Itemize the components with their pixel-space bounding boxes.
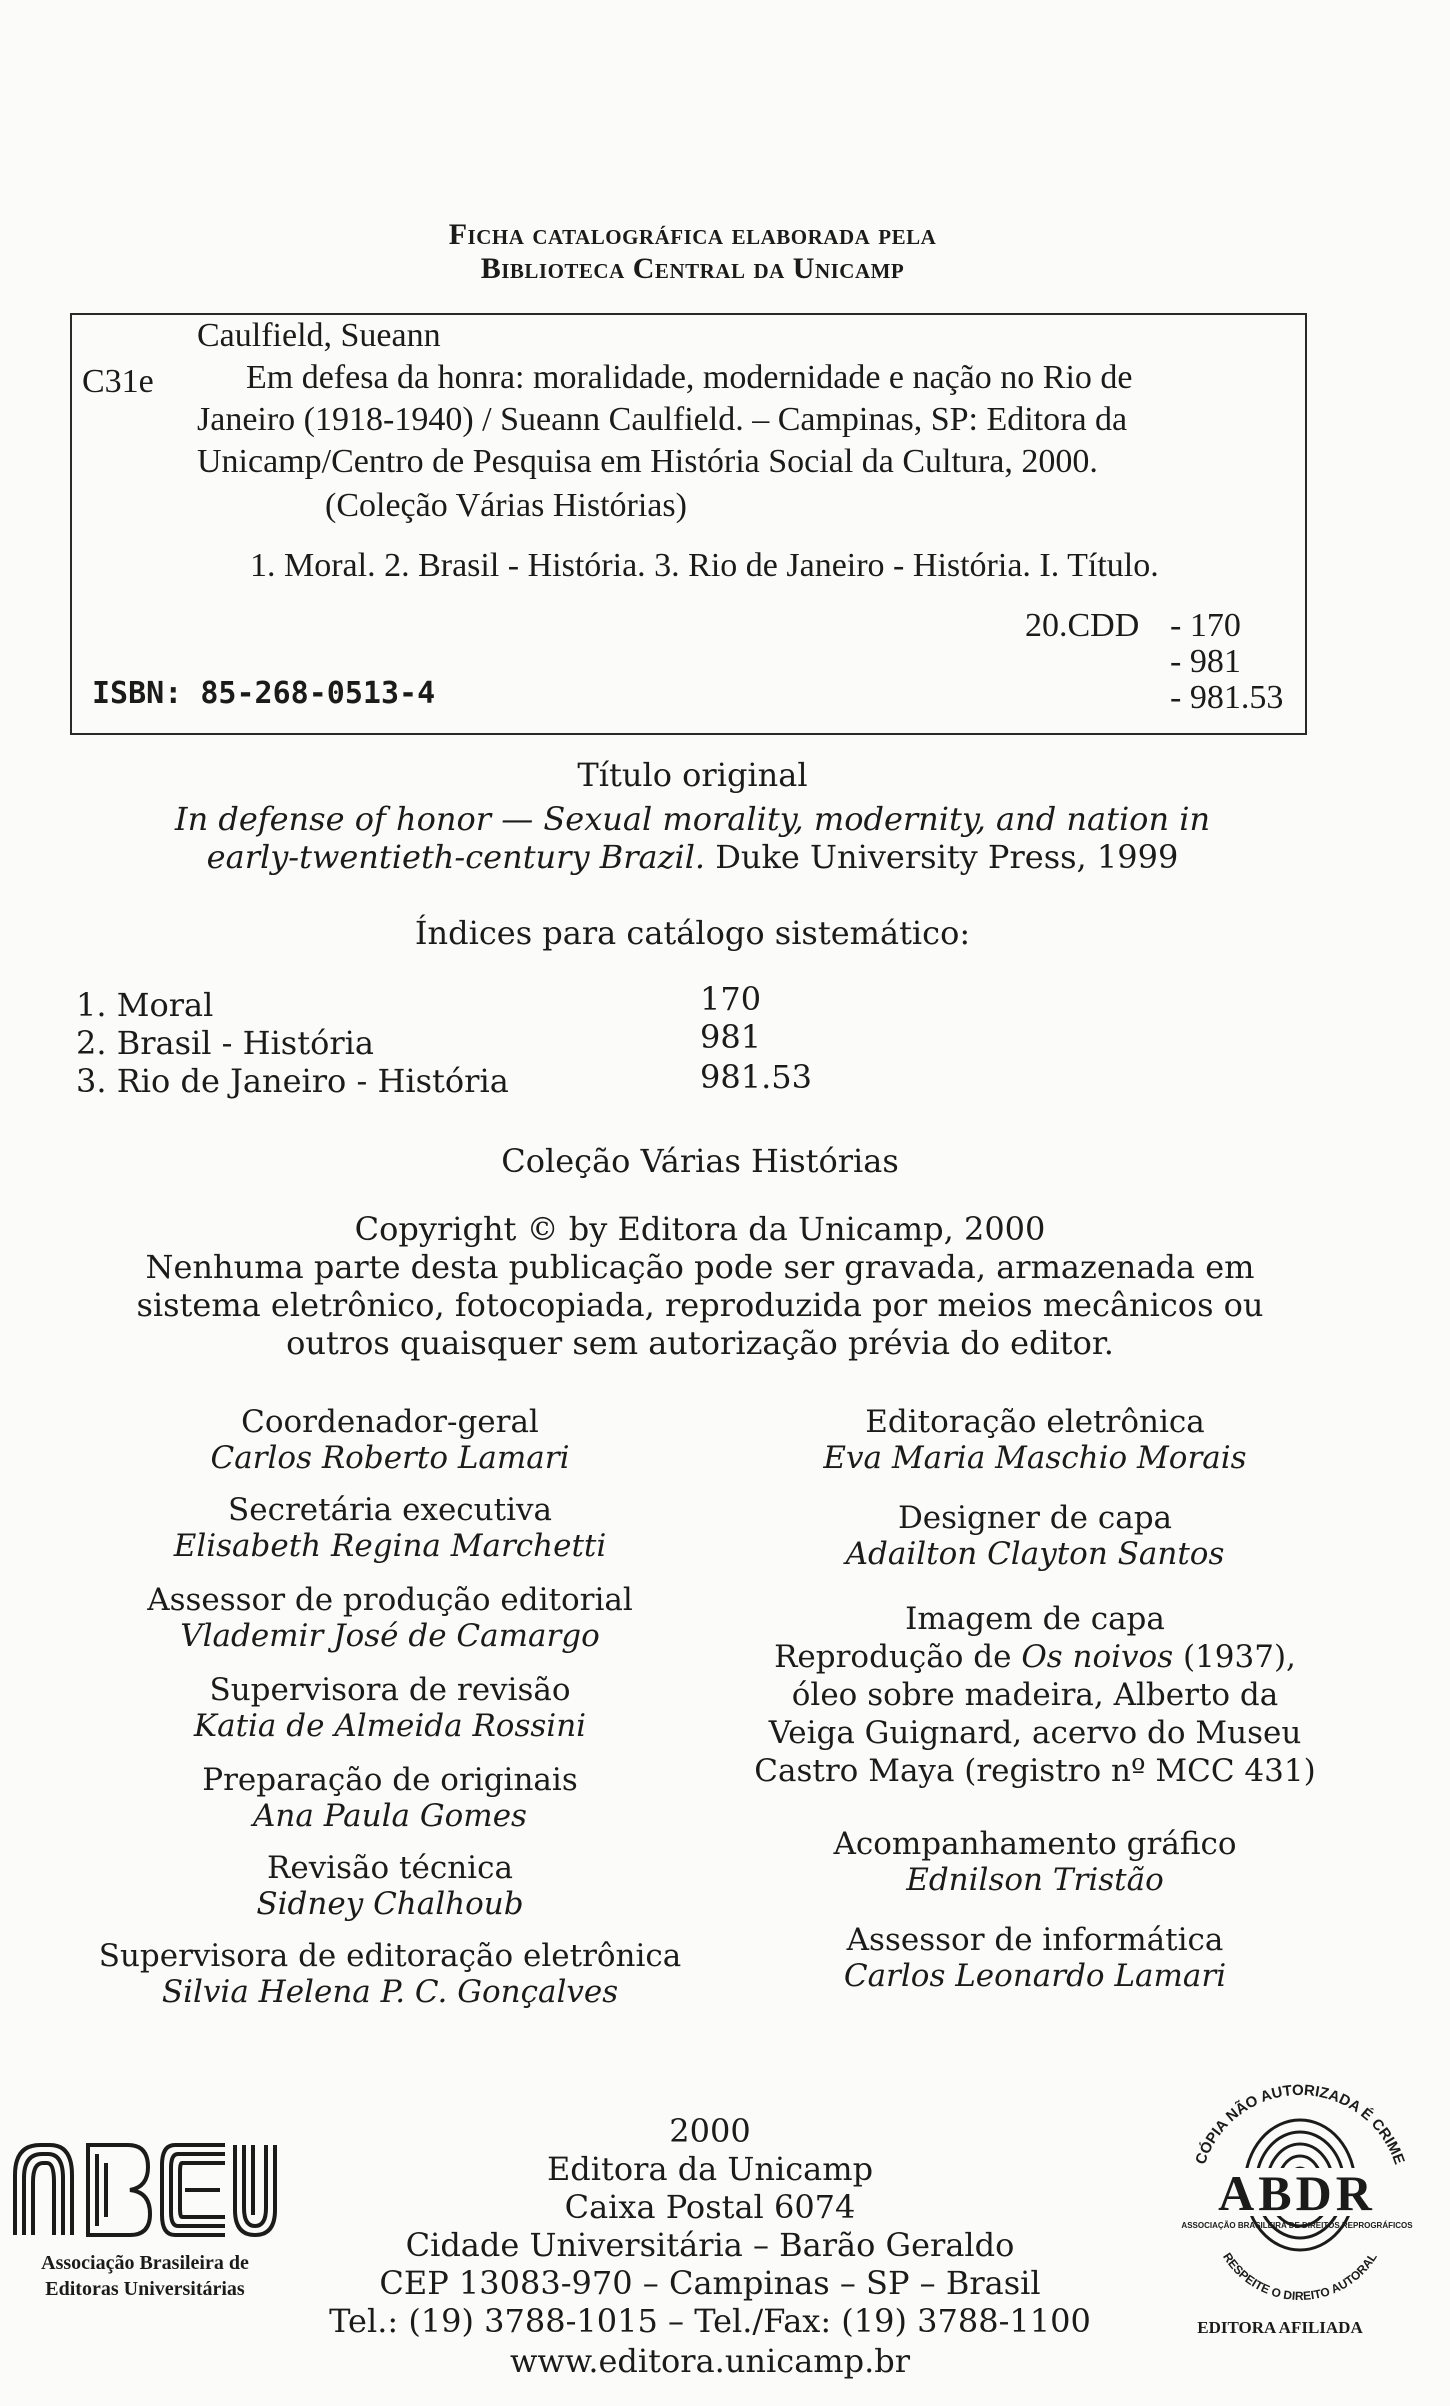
credit-role: Imagem de capa — [905, 1601, 1165, 1637]
abeu-caption-line2: Editoras Universitárias — [45, 2278, 245, 2300]
card-isbn: ISBN: 85-268-0513-4 — [92, 676, 436, 711]
card-title-line-2: Janeiro (1918-1940) / Sueann Caulfield. – Campinas, SP: Editora da — [197, 401, 1128, 438]
credit-role: Preparação de originais — [202, 1762, 578, 1798]
index-heading: Índices para catálogo sistemático: — [414, 914, 971, 952]
card-subjects: 1. Moral. 2. Brasil - História. 3. Rio de Janeiro - História. I. Título. — [250, 547, 1159, 584]
abdr-seal — [1150, 2060, 1445, 2350]
card-series: (Coleção Várias Histórias) — [325, 487, 687, 524]
credit-imagem-line1: Reprodução de Os noivos (1937), — [774, 1639, 1296, 1675]
credit-assessor-producao — [60, 1582, 720, 1654]
original-title-publisher: Duke University Press, 1999 — [705, 838, 1179, 876]
credit-role: Coordenador-geral — [241, 1404, 539, 1440]
credit-imagem-capa — [700, 1600, 1370, 1790]
credit-preparacao — [60, 1762, 720, 1834]
credit-role: Revisão técnica — [267, 1850, 513, 1886]
publisher-phone: Tel.: (19) 3788-1015 – Tel./Fax: (19) 3788-1100 — [329, 2302, 1091, 2340]
publisher-po-box: Caixa Postal 6074 — [564, 2188, 856, 2226]
original-title-heading: Título original — [577, 756, 808, 794]
abdr-ring-bottom: RESPEITE O DIREITO AUTORAL — [1220, 2250, 1380, 2304]
copyright-notice-3: outros quaisquer sem autorização prévia do editor. — [286, 1324, 1114, 1362]
copyright-notice-1: Nenhuma parte desta publicação pode ser gravada, armazenada em — [145, 1248, 1255, 1286]
credit-name: Eva Maria Maschio Morais — [823, 1440, 1247, 1476]
abeu-logo-icon — [10, 2140, 280, 2240]
abeu-caption-line1: Associação Brasileira de — [41, 2252, 249, 2274]
abeu-logo — [10, 2140, 280, 2302]
credit-role: Assessor de informática — [846, 1922, 1224, 1958]
credit-supervisora-revisao — [60, 1672, 720, 1744]
card-title-line-1: Em defesa da honra: moralidade, modernidade e nação no Rio de — [246, 359, 1133, 396]
card-cdd-label: 20.CDD — [1025, 607, 1140, 644]
card-cdd-3: - 981.53 — [1170, 679, 1284, 716]
credit-name: Carlos Roberto Lamari — [210, 1440, 570, 1476]
credit-name: Carlos Leonardo Lamari — [843, 1958, 1227, 1994]
abdr-full-name: ASSOCIAÇÃO BRASILEIRA DE DIREITOS REPROGRÁFICOS — [1181, 2221, 1413, 2230]
index-item-label: 3. Rio de Janeiro - História — [76, 1062, 509, 1100]
credit-name: Elisabeth Regina Marchetti — [173, 1528, 607, 1564]
index-item-code: 170 — [700, 980, 762, 1018]
credit-role: Supervisora de editoração eletrônica — [98, 1938, 682, 1974]
credit-acompanhamento — [700, 1826, 1370, 1898]
credit-name: Ednilson Tristão — [906, 1862, 1164, 1898]
card-cdd-2: - 981 — [1170, 643, 1241, 680]
credit-name: Ana Paula Gomes — [253, 1798, 527, 1834]
credit-role: Secretária executiva — [228, 1492, 552, 1528]
credit-secretaria — [60, 1492, 720, 1564]
publisher-name: Editora da Unicamp — [546, 2150, 874, 2188]
card-cdd-1: - 170 — [1170, 607, 1241, 644]
artwork-title: Os noivos — [1021, 1639, 1174, 1675]
credit-role: Acompanhamento gráfico — [833, 1826, 1237, 1862]
index-item-code: 981.53 — [700, 1058, 812, 1096]
original-title-line1: In defense of honor — Sexual morality, modernity, and nation in — [174, 800, 1211, 838]
original-title-italic: early-twentieth-century Brazil. — [206, 838, 706, 876]
publisher-district: Cidade Universitária – Barão Geraldo — [405, 2226, 1015, 2264]
abdr-ring-top: CÓPIA NÃO AUTORIZADA É CRIME — [1192, 2081, 1408, 2167]
publisher-website: www.editora.unicamp.br — [509, 2342, 911, 2380]
credit-editoracao-eletronica — [700, 1404, 1370, 1476]
credit-name: Katia de Almeida Rossini — [193, 1708, 587, 1744]
credit-designer-capa — [700, 1500, 1370, 1572]
collection-name: Coleção Várias Histórias — [501, 1142, 899, 1180]
fingerprint-seal-icon — [1150, 2060, 1445, 2310]
credit-revisao-tecnica — [60, 1850, 720, 1922]
credit-role: Designer de capa — [897, 1500, 1173, 1536]
catalog-header-line1: Ficha catalográfica elaborada pela — [448, 218, 937, 251]
credit-role: Editoração eletrônica — [865, 1404, 1205, 1440]
credit-imagem-line3: Veiga Guignard, acervo do Museu — [768, 1715, 1302, 1751]
publisher-year: 2000 — [669, 2112, 751, 2150]
index-item-code: 981 — [700, 1018, 762, 1056]
credit-imagem-line2: óleo sobre madeira, Alberto da — [791, 1677, 1279, 1713]
credit-name: Vlademir José de Camargo — [180, 1618, 600, 1654]
original-title-line2 — [0, 838, 1385, 876]
abdr-acronym: ABDR — [1218, 2165, 1376, 2221]
card-call-number: C31e — [82, 363, 154, 400]
abdr-caption: EDITORA AFILIADA — [1197, 2318, 1363, 2337]
credit-coordenador — [60, 1404, 720, 1476]
credit-name: Silvia Helena P. C. Gonçalves — [161, 1974, 619, 2010]
credit-name: Adailton Clayton Santos — [845, 1536, 1225, 1572]
index-item-label: 2. Brasil - História — [76, 1024, 374, 1062]
credit-role: Supervisora de revisão — [209, 1672, 571, 1708]
credit-informatica — [700, 1922, 1370, 1994]
publisher-cep: CEP 13083-970 – Campinas – SP – Brasil — [379, 2264, 1041, 2302]
credit-supervisora-editoracao — [60, 1938, 720, 2010]
credit-role: Assessor de produção editorial — [147, 1582, 633, 1618]
copyright-line: Copyright © by Editora da Unicamp, 2000 — [354, 1210, 1046, 1248]
catalog-header-line2: Biblioteca Central da Unicamp — [480, 252, 905, 285]
copyright-notice-2: sistema eletrônico, fotocopiada, reproduzida por meios mecânicos ou — [136, 1286, 1264, 1324]
credit-name: Sidney Chalhoub — [256, 1886, 524, 1922]
card-title-line-3: Unicamp/Centro de Pesquisa em História Social da Cultura, 2000. — [197, 443, 1098, 480]
credit-imagem-line4: Castro Maya (registro nº MCC 431) — [754, 1753, 1316, 1789]
card-author: Caulfield, Sueann — [197, 317, 441, 354]
index-item-label: 1. Moral — [76, 986, 214, 1024]
